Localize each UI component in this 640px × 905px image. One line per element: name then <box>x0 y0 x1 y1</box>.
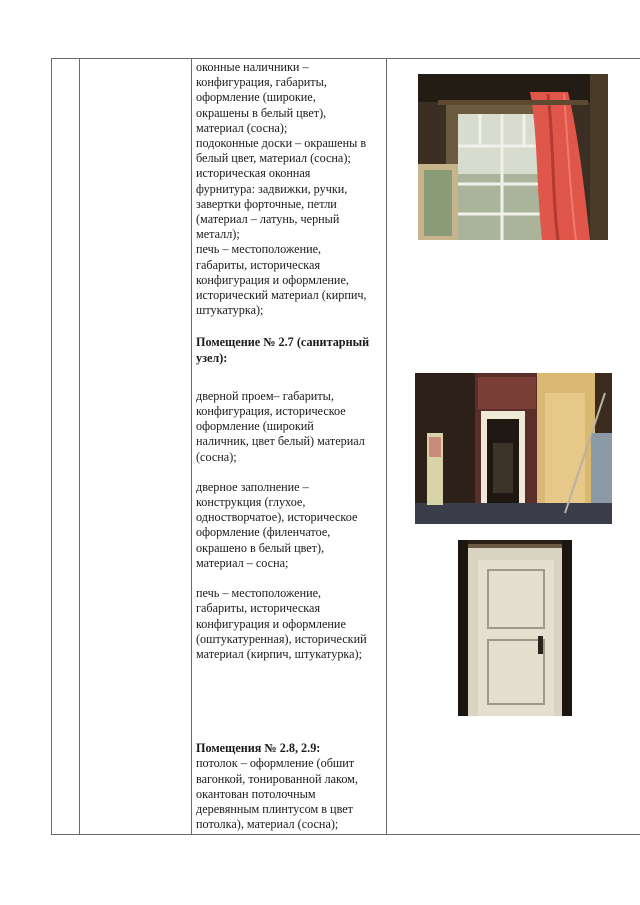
text-line: (сосна); <box>196 449 237 464</box>
table-divider-1 <box>79 58 80 835</box>
text-line: фурнитура: задвижки, ручки, <box>196 181 348 196</box>
heading-line: Помещение № 2.7 (санитарный <box>196 335 370 350</box>
text-line: деревянным плинтусом в цвет <box>196 801 353 816</box>
table-top-border <box>51 58 640 59</box>
door-leaf-description <box>196 480 384 571</box>
text-line: (оштукатуренная), исторический <box>196 631 367 646</box>
text-line: дверной проем– габариты, <box>196 388 334 403</box>
text-line: (материал – латунь, черный <box>196 212 340 227</box>
text-line: оформление (широкий <box>196 419 314 434</box>
text-line: дверное заполнение – <box>196 479 309 494</box>
text-line: окрашено в белый цвет), <box>196 540 325 555</box>
text-line: конструкция (глухое, <box>196 495 306 510</box>
text-line: потолка), материал (сосна); <box>196 817 339 832</box>
text-line: вагонкой, тонированной лаком, <box>196 771 358 786</box>
text-line: исторический материал (кирпич, <box>196 288 367 303</box>
text-line: оформление (филенчатое, <box>196 525 331 540</box>
text-line: потолок – оформление (обшит <box>196 756 355 771</box>
doorway-description <box>196 389 384 465</box>
door-photo <box>458 540 572 716</box>
room-2-7-heading <box>196 335 384 365</box>
text-line: конфигурация и оформление <box>196 616 346 631</box>
table-left-border <box>51 58 52 835</box>
text-line: металл); <box>196 227 240 242</box>
text-line: габариты, историческая <box>196 257 321 272</box>
text-line: конфигурация и оформление, <box>196 272 349 287</box>
text-line: белый цвет, материал (сосна); <box>196 151 351 166</box>
text-line: историческая оконная <box>196 166 311 181</box>
text-line: оконные наличники – <box>196 60 309 74</box>
text-line: печь – местоположение, <box>196 242 322 257</box>
doorway-illustration <box>415 373 612 524</box>
ceiling-description <box>196 756 384 832</box>
text-line: оформление (широкие, <box>196 90 316 105</box>
text-line: конфигурация, габариты, <box>196 75 327 90</box>
text-line: конфигурация, историческое <box>196 404 346 419</box>
text-line: габариты, историческая <box>196 601 321 616</box>
description-column <box>196 60 384 832</box>
text-line: завертки форточные, петли <box>196 196 337 211</box>
text-line: окантован потолочным <box>196 786 316 801</box>
window-illustration <box>418 74 608 240</box>
heading-line: узел): <box>196 350 228 365</box>
text-line: материал – сосна; <box>196 555 289 570</box>
window-photo <box>418 74 608 240</box>
table-divider-2 <box>191 58 192 835</box>
door-illustration <box>458 540 572 716</box>
text-line: штукатурка); <box>196 303 264 318</box>
text-line: материал (кирпич, штукатурка); <box>196 646 362 661</box>
text-line: подоконные доски – окрашены в <box>196 136 367 151</box>
window-description <box>196 60 384 318</box>
doorway-photo <box>415 373 612 524</box>
text-line: печь – местоположение, <box>196 586 322 601</box>
room-2-8-2-9-heading: Помещения № 2.8, 2.9: <box>196 741 321 756</box>
text-line: материал (сосна); <box>196 120 288 135</box>
text-line: наличник, цвет белый) материал <box>196 434 365 449</box>
stove-description <box>196 586 384 662</box>
table-divider-3 <box>386 58 387 835</box>
text-line: окрашены в белый цвет), <box>196 105 327 120</box>
text-line: одностворчатое), историческое <box>196 510 358 525</box>
table-bottom-border <box>51 834 640 835</box>
